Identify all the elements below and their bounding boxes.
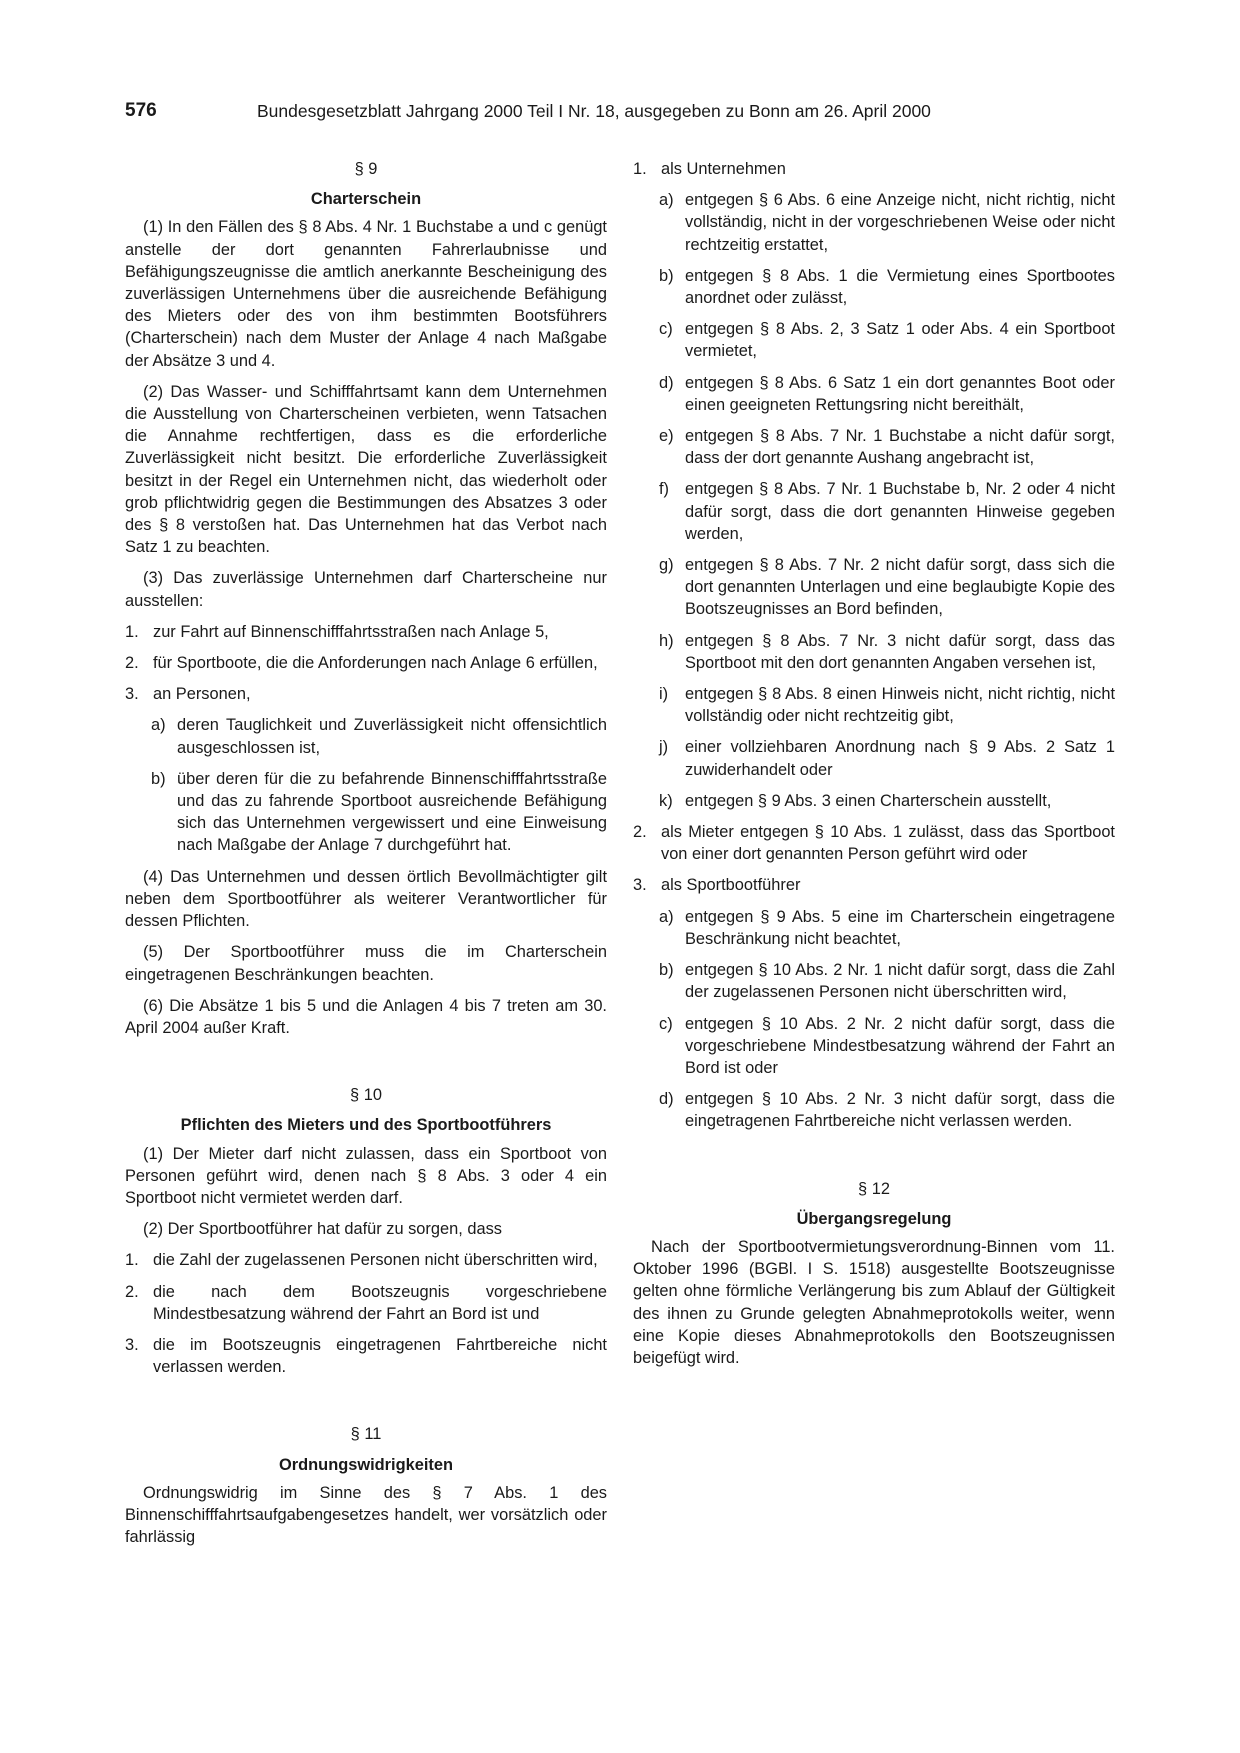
- right-column: [633, 158, 1115, 1378]
- sub-list-item: [659, 736, 1115, 780]
- list-item: [125, 683, 607, 705]
- section-9-title: Charterschein: [310, 190, 422, 209]
- section-10-title: Pflichten des Mieters und des Sportbootführers: [180, 1116, 552, 1135]
- section-spacer: [633, 1142, 1115, 1178]
- section-10-paragraph-1: (1) Der Mieter darf nicht zulassen, dass ein Sportboot von Personen geführt wird, denen nach § 8 Abs. 3 oder 4 ein Sportboot nicht vermietet werden darf.: [125, 1144, 607, 1207]
- section-spacer: [125, 1387, 607, 1423]
- list-item: [125, 652, 607, 674]
- list-item-label: 3.: [125, 1335, 139, 1354]
- sub-item-label: d): [659, 373, 674, 392]
- list-item-text: die Zahl der zugelassenen Personen nicht überschritten wird,: [153, 1251, 598, 1270]
- sub-list-item: [659, 790, 1115, 812]
- list-item-label: 2.: [633, 823, 647, 842]
- list-item-label: 3.: [633, 876, 647, 895]
- sub-list-item: [659, 554, 1115, 621]
- list-item-text: für Sportboote, die die Anforderungen nach Anlage 6 erfüllen,: [153, 654, 598, 673]
- sub-item-label: g): [659, 556, 674, 575]
- list-item: [633, 158, 1115, 180]
- sub-list-item: [151, 714, 607, 758]
- list-item-text: als Mieter entgegen § 10 Abs. 1 zulässt, dass das Sportboot von einer dort genannten Person geführt wird oder: [661, 823, 1115, 864]
- sub-item-text: über deren für die zu befahrende Binnenschifffahrtsstraße und das zu fahrende Sportboot ausreichende Befähigung sich das Unternehmen vergewissert und eine Einweisung nach Maßgabe der Anlage 7 durchgeführt hat.: [177, 769, 607, 855]
- section-11-number: § 11: [350, 1425, 382, 1444]
- sub-item-label: i): [659, 685, 669, 704]
- sub-item-text: entgegen § 10 Abs. 2 Nr. 2 nicht dafür sorgt, dass die vorgeschriebene Mindestbesatzung während der Fahrt an Bord ist oder: [685, 1014, 1115, 1077]
- section-9-paragraph-1: (1) In den Fällen des § 8 Abs. 4 Nr. 1 Buchstabe a und c genügt anstelle der dort genannten Fahrerlaubnisse und Befähigungszeugnisse die amtlich anerkannte Bescheinigung des zuverlässigen Unternehmens über die ausreichende Befähigung des Mieters oder des von ihm bestimmten Bootsführers (Charterschein) nach dem Muster der Anlage 4 nach Maßgabe der Absätze 3 und 4.: [125, 218, 607, 370]
- sub-list-item: [659, 630, 1115, 674]
- list-item-text: als Unternehmen: [661, 160, 786, 178]
- sub-list-item: [659, 265, 1115, 309]
- section-9-number: § 9: [354, 160, 378, 178]
- section-10-number: § 10: [350, 1086, 382, 1105]
- sub-list-item: [659, 372, 1115, 416]
- left-column: [125, 158, 607, 1557]
- list-item-label: 1.: [125, 622, 139, 641]
- section-9-paragraph-2: (2) Das Wasser- und Schifffahrtsamt kann dem Unternehmen die Ausstellung von Charterscheinen verbieten, wenn Tatsachen die Annahme rechtfertigen, dass es die erforderliche Zuverlässigkeit nicht besitzt. Die erforderliche Zuverlässigkeit besitzt in der Regel ein Unternehmen nicht, das wiederholt oder grob pflichtwidrig gegen die Bestimmungen des Absatzes 3 oder des § 8 verstoßen hat. Das Unternehmen hat das Verbot nach Satz 1 zu beachten.: [125, 382, 607, 557]
- sub-item-text: deren Tauglichkeit und Zuverlässigkeit nicht offensichtlich ausgeschlossen ist,: [177, 716, 607, 757]
- sub-item-label: d): [659, 1090, 674, 1109]
- sub-item-label: b): [151, 769, 166, 788]
- sub-list-item: [151, 768, 607, 857]
- sub-item-label: c): [659, 1014, 673, 1033]
- section-12-title: Übergangsregelung: [796, 1209, 952, 1228]
- section-11-paragraph-1: Ordnungswidrig im Sinne des § 7 Abs. 1 des Binnenschifffahrtsaufgabengesetzes handelt, wer vorsätzlich oder fahrlässig: [125, 1483, 607, 1547]
- list-item-label: 3.: [125, 685, 139, 704]
- sub-list-item: [659, 1088, 1115, 1132]
- list-item-text: die nach dem Bootszeugnis vorgeschriebene Mindestbesatzung während der Fahrt an Bord ist und: [153, 1282, 607, 1323]
- sub-item-text: entgegen § 8 Abs. 6 Satz 1 ein dort genanntes Boot oder einen geeigneten Rettungsring nicht bereithält,: [685, 373, 1115, 414]
- sub-item-text: entgegen § 8 Abs. 7 Nr. 2 nicht dafür sorgt, dass sich die dort genannten Unterlagen und eine beglaubigte Kopie des Bootszeugnisses an Bord befinden,: [685, 556, 1115, 619]
- sub-item-text: einer vollziehbaren Anordnung nach § 9 Abs. 2 Satz 1 zuwiderhandelt oder: [685, 738, 1115, 779]
- sub-item-label: a): [659, 907, 674, 926]
- sub-item-text: entgegen § 8 Abs. 7 Nr. 1 Buchstabe a nicht dafür sorgt, dass der dort genannte Aushang angebracht ist,: [685, 427, 1115, 468]
- sub-item-label: e): [659, 427, 674, 446]
- sub-item-text: entgegen § 10 Abs. 2 Nr. 1 nicht dafür sorgt, dass die Zahl der zugelassenen Personen nicht überschritten wird,: [685, 961, 1115, 1002]
- section-spacer: [125, 1048, 607, 1084]
- list-item: [125, 1334, 607, 1378]
- list-item-label: 1.: [633, 160, 647, 178]
- list-item: [125, 621, 607, 643]
- sub-list-item: [659, 1013, 1115, 1080]
- sub-item-text: entgegen § 8 Abs. 8 einen Hinweis nicht, nicht richtig, nicht vollständig oder nicht rechtzeitig gibt,: [685, 685, 1115, 726]
- section-9-paragraph-5: (5) Der Sportbootführer muss die im Charterschein eingetragenen Beschränkungen beachten.: [125, 943, 607, 984]
- section-9-paragraph-4: (4) Das Unternehmen und dessen örtlich Bevollmächtigter gilt neben dem Sportbootführer als weiterer Verantwortlicher für dessen Pflichten.: [125, 867, 607, 931]
- list-item: [125, 1249, 607, 1271]
- list-item-text: als Sportbootführer: [661, 876, 801, 895]
- sub-item-text: entgegen § 8 Abs. 2, 3 Satz 1 oder Abs. 4 ein Sportboot vermietet,: [685, 320, 1115, 361]
- page-header: [125, 100, 1115, 130]
- section-12-number: § 12: [858, 1179, 890, 1198]
- sub-list-item: [659, 906, 1115, 950]
- sub-item-text: entgegen § 8 Abs. 1 die Vermietung eines Sportbootes anordnet oder zulässt,: [685, 266, 1115, 308]
- sub-list-item: [659, 959, 1115, 1003]
- sub-item-label: a): [659, 191, 674, 210]
- sub-item-text: entgegen § 9 Abs. 3 einen Charterschein ausstellt,: [685, 791, 1052, 810]
- sub-item-label: f): [659, 480, 670, 499]
- sub-item-label: k): [659, 791, 673, 810]
- list-item: [633, 874, 1115, 896]
- sub-item-label: h): [659, 631, 674, 650]
- list-item-label: 2.: [125, 654, 139, 673]
- sub-list-item: [659, 478, 1115, 545]
- list-item: [633, 821, 1115, 865]
- sub-item-label: b): [659, 266, 674, 285]
- sub-item-text: entgegen § 9 Abs. 5 eine im Charterschein eingetragene Beschränkung nicht beachtet,: [685, 907, 1115, 948]
- list-item-label: 1.: [125, 1251, 139, 1270]
- sub-item-text: entgegen § 8 Abs. 7 Nr. 3 nicht dafür sorgt, dass das Sportboot mit den dort genannten Angaben versehen ist,: [685, 631, 1115, 672]
- list-item-text: an Personen,: [153, 685, 251, 704]
- list-item: [125, 1281, 607, 1325]
- section-10-paragraph-2: (2) Der Sportbootführer hat dafür zu sorgen, dass: [143, 1220, 502, 1239]
- section-9-paragraph-6: (6) Die Absätze 1 bis 5 und die Anlagen 4 bis 7 treten am 30. April 2004 außer Kraft.: [125, 996, 607, 1037]
- sub-list-item: [659, 683, 1115, 727]
- section-11-title: Ordnungswidrigkeiten: [279, 1455, 453, 1474]
- sub-item-label: a): [151, 716, 166, 735]
- list-item-text: die im Bootszeugnis eingetragenen Fahrtbereiche nicht verlassen werden.: [153, 1335, 607, 1377]
- page-number: 576: [125, 100, 157, 121]
- sub-list-item: [659, 425, 1115, 469]
- sub-item-label: b): [659, 961, 674, 980]
- list-item-label: 2.: [125, 1282, 139, 1301]
- sub-item-label: j): [659, 738, 669, 757]
- sub-list-item: [659, 189, 1115, 256]
- sub-item-text: entgegen § 6 Abs. 6 eine Anzeige nicht, nicht richtig, nicht vollständig, nicht in der vorgeschriebenen Weise oder nicht rechtzeitig erstattet,: [685, 191, 1115, 254]
- running-title: Bundesgesetzblatt Jahrgang 2000 Teil I Nr. 18, ausgegeben zu Bonn am 26. April 2000: [257, 101, 931, 121]
- sub-item-text: entgegen § 10 Abs. 2 Nr. 3 nicht dafür sorgt, dass die eingetragenen Fahrtbereiche nicht verlassen werden.: [685, 1090, 1115, 1131]
- sub-item-text: entgegen § 8 Abs. 7 Nr. 1 Buchstabe b, Nr. 2 oder 4 nicht dafür sorgt, dass die dort genannten Hinweise gegeben werden,: [685, 480, 1115, 543]
- sub-item-label: c): [659, 320, 673, 339]
- section-12-paragraph-1: Nach der Sportbootvermietungsverordnung-Binnen vom 11. Oktober 1996 (BGBl. I S. 1518) ausgestellte Bootszeugnisse gelten ohne förmliche Verlängerung bis zum Ablauf der Gültigkeit des ihnen zu Grunde gelegten Abnahmeprotokolls weiter, wenn eine Kopie dieses Abnahmeprotokolls den Bootszeugnissen beigefügt wird.: [633, 1237, 1115, 1367]
- list-item-text: zur Fahrt auf Binnenschifffahrtsstraßen nach Anlage 5,: [153, 622, 549, 641]
- section-9-paragraph-3: (3) Das zuverlässige Unternehmen darf Charterscheine nur ausstellen:: [125, 569, 607, 610]
- sub-list-item: [659, 318, 1115, 362]
